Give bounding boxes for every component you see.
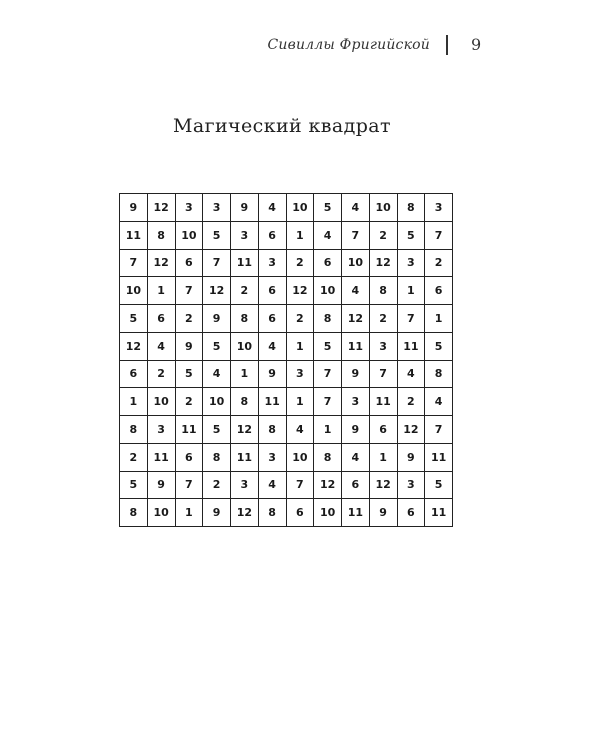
grid-cell: 4 — [258, 332, 286, 360]
grid-cell: 8 — [314, 443, 342, 471]
magic-square-body — [120, 194, 453, 527]
grid-cell: 1 — [175, 499, 203, 527]
grid-cell: 7 — [120, 249, 148, 277]
grid-cell: 9 — [369, 499, 397, 527]
grid-cell: 11 — [425, 443, 453, 471]
grid-cell: 5 — [120, 305, 148, 333]
grid-cell: 1 — [369, 443, 397, 471]
grid-cell: 11 — [120, 221, 148, 249]
grid-cell: 1 — [120, 388, 148, 416]
grid-row — [120, 221, 453, 249]
grid-row — [120, 443, 453, 471]
section-title: Магический квадрат — [173, 115, 391, 137]
grid-cell: 3 — [203, 194, 231, 222]
grid-cell: 4 — [397, 360, 425, 388]
grid-cell: 12 — [147, 194, 175, 222]
grid-row — [120, 305, 453, 333]
grid-cell: 10 — [175, 221, 203, 249]
grid-cell: 6 — [258, 277, 286, 305]
grid-cell: 4 — [286, 416, 314, 444]
grid-cell: 4 — [314, 221, 342, 249]
grid-cell: 12 — [369, 249, 397, 277]
grid-row — [120, 249, 453, 277]
grid-cell: 2 — [175, 388, 203, 416]
grid-cell: 3 — [369, 332, 397, 360]
running-header-title: Сивиллы Фригийской — [267, 37, 430, 53]
grid-cell: 12 — [147, 249, 175, 277]
grid-cell: 11 — [342, 499, 370, 527]
grid-cell: 10 — [286, 194, 314, 222]
grid-row — [120, 360, 453, 388]
grid-cell: 7 — [314, 388, 342, 416]
grid-cell: 11 — [147, 443, 175, 471]
grid-cell: 6 — [175, 443, 203, 471]
grid-cell: 7 — [175, 277, 203, 305]
grid-cell: 1 — [147, 277, 175, 305]
grid-cell: 11 — [231, 443, 259, 471]
grid-cell: 8 — [258, 416, 286, 444]
grid-cell: 8 — [203, 443, 231, 471]
grid-cell: 2 — [147, 360, 175, 388]
grid-cell: 12 — [203, 277, 231, 305]
grid-cell: 6 — [397, 499, 425, 527]
grid-cell: 10 — [342, 249, 370, 277]
grid-cell: 12 — [314, 471, 342, 499]
grid-cell: 10 — [120, 277, 148, 305]
grid-cell: 12 — [369, 471, 397, 499]
grid-cell: 11 — [231, 249, 259, 277]
grid-cell: 2 — [369, 305, 397, 333]
grid-cell: 12 — [342, 305, 370, 333]
grid-row — [120, 388, 453, 416]
grid-cell: 6 — [286, 499, 314, 527]
grid-cell: 4 — [258, 471, 286, 499]
grid-cell: 7 — [425, 221, 453, 249]
grid-cell: 8 — [231, 388, 259, 416]
grid-cell: 10 — [147, 499, 175, 527]
grid-cell: 5 — [314, 194, 342, 222]
grid-cell: 8 — [369, 277, 397, 305]
grid-cell: 8 — [314, 305, 342, 333]
grid-cell: 8 — [425, 360, 453, 388]
grid-cell: 9 — [231, 194, 259, 222]
grid-cell: 6 — [369, 416, 397, 444]
grid-cell: 11 — [342, 332, 370, 360]
grid-cell: 2 — [175, 305, 203, 333]
grid-cell: 2 — [203, 471, 231, 499]
grid-cell: 8 — [397, 194, 425, 222]
grid-cell: 6 — [314, 249, 342, 277]
grid-cell: 4 — [147, 332, 175, 360]
grid-cell: 2 — [231, 277, 259, 305]
grid-cell: 11 — [175, 416, 203, 444]
grid-cell: 7 — [425, 416, 453, 444]
grid-cell: 4 — [342, 194, 370, 222]
grid-cell: 3 — [147, 416, 175, 444]
grid-cell: 2 — [425, 249, 453, 277]
grid-cell: 12 — [397, 416, 425, 444]
grid-cell: 10 — [314, 499, 342, 527]
grid-cell: 3 — [258, 443, 286, 471]
grid-cell: 10 — [231, 332, 259, 360]
grid-row — [120, 332, 453, 360]
grid-cell: 8 — [147, 221, 175, 249]
grid-cell: 3 — [258, 249, 286, 277]
grid-cell: 4 — [342, 443, 370, 471]
grid-cell: 9 — [203, 499, 231, 527]
grid-cell: 7 — [286, 471, 314, 499]
grid-row — [120, 471, 453, 499]
grid-cell: 8 — [120, 416, 148, 444]
grid-cell: 12 — [231, 499, 259, 527]
grid-cell: 5 — [120, 471, 148, 499]
grid-row — [120, 499, 453, 527]
header-divider — [446, 35, 448, 55]
grid-cell: 9 — [342, 360, 370, 388]
grid-cell: 1 — [314, 416, 342, 444]
grid-cell: 1 — [231, 360, 259, 388]
grid-cell: 1 — [286, 388, 314, 416]
grid-cell: 6 — [258, 221, 286, 249]
grid-cell: 5 — [314, 332, 342, 360]
grid-row — [120, 277, 453, 305]
grid-cell: 5 — [203, 332, 231, 360]
grid-cell: 9 — [258, 360, 286, 388]
grid-cell: 6 — [147, 305, 175, 333]
grid-cell: 3 — [397, 471, 425, 499]
grid-cell: 8 — [231, 305, 259, 333]
grid-cell: 9 — [203, 305, 231, 333]
grid-cell: 6 — [120, 360, 148, 388]
grid-cell: 4 — [203, 360, 231, 388]
grid-cell: 2 — [369, 221, 397, 249]
grid-cell: 7 — [397, 305, 425, 333]
grid-cell: 12 — [120, 332, 148, 360]
grid-cell: 2 — [286, 305, 314, 333]
page-number: 9 — [471, 35, 482, 54]
grid-cell: 5 — [203, 416, 231, 444]
grid-cell: 3 — [231, 221, 259, 249]
grid-cell: 7 — [203, 249, 231, 277]
grid-cell: 9 — [120, 194, 148, 222]
grid-cell: 11 — [397, 332, 425, 360]
grid-cell: 11 — [258, 388, 286, 416]
grid-cell: 11 — [369, 388, 397, 416]
running-header — [267, 34, 462, 56]
grid-cell: 2 — [120, 443, 148, 471]
grid-cell: 7 — [342, 221, 370, 249]
grid-cell: 6 — [342, 471, 370, 499]
grid-cell: 10 — [203, 388, 231, 416]
grid-cell: 5 — [425, 332, 453, 360]
grid-cell: 1 — [425, 305, 453, 333]
grid-cell: 5 — [203, 221, 231, 249]
grid-cell: 9 — [342, 416, 370, 444]
grid-row — [120, 416, 453, 444]
grid-cell: 10 — [147, 388, 175, 416]
grid-row — [120, 194, 453, 222]
grid-cell: 7 — [175, 471, 203, 499]
grid-cell: 10 — [286, 443, 314, 471]
grid-cell: 3 — [397, 249, 425, 277]
magic-square-grid — [119, 193, 453, 527]
grid-cell: 7 — [369, 360, 397, 388]
grid-cell: 11 — [425, 499, 453, 527]
grid-cell: 5 — [397, 221, 425, 249]
grid-cell: 9 — [147, 471, 175, 499]
grid-cell: 8 — [120, 499, 148, 527]
grid-cell: 7 — [314, 360, 342, 388]
grid-cell: 3 — [286, 360, 314, 388]
grid-cell: 6 — [425, 277, 453, 305]
grid-cell: 4 — [425, 388, 453, 416]
grid-cell: 3 — [231, 471, 259, 499]
grid-cell: 2 — [397, 388, 425, 416]
grid-cell: 12 — [286, 277, 314, 305]
grid-cell: 9 — [397, 443, 425, 471]
grid-cell: 2 — [286, 249, 314, 277]
grid-cell: 1 — [286, 221, 314, 249]
grid-cell: 6 — [175, 249, 203, 277]
grid-cell: 1 — [397, 277, 425, 305]
grid-cell: 4 — [258, 194, 286, 222]
grid-cell: 3 — [425, 194, 453, 222]
grid-cell: 12 — [231, 416, 259, 444]
grid-cell: 4 — [342, 277, 370, 305]
grid-cell: 5 — [175, 360, 203, 388]
grid-cell: 3 — [342, 388, 370, 416]
grid-cell: 1 — [286, 332, 314, 360]
grid-cell: 3 — [175, 194, 203, 222]
grid-cell: 9 — [175, 332, 203, 360]
grid-cell: 6 — [258, 305, 286, 333]
grid-cell: 8 — [258, 499, 286, 527]
grid-cell: 5 — [425, 471, 453, 499]
grid-cell: 10 — [369, 194, 397, 222]
grid-cell: 10 — [314, 277, 342, 305]
